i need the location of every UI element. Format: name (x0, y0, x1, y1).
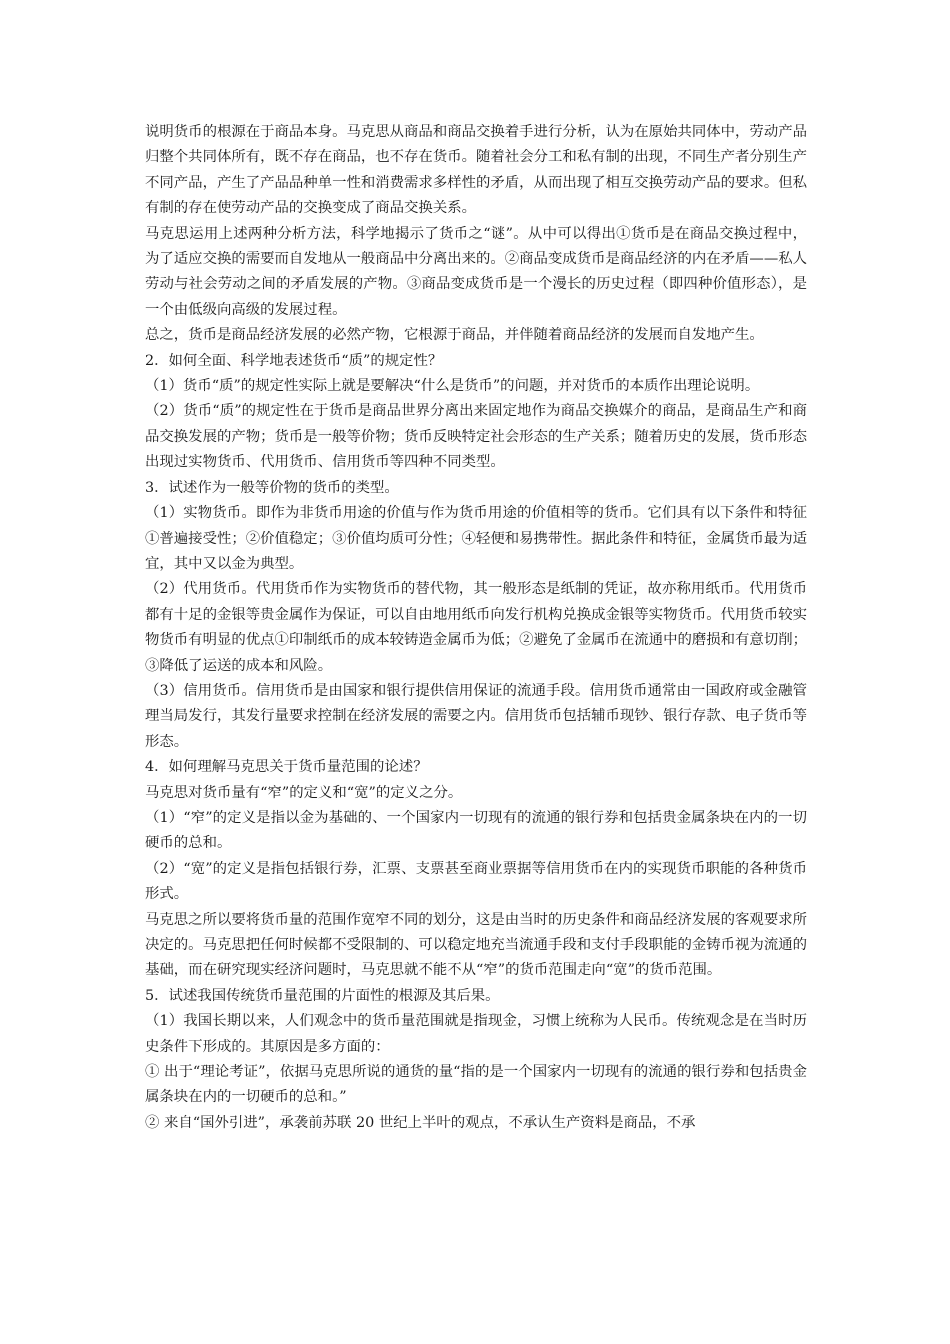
paragraph-marx-analysis: 马克思运用上述两种分析方法，科学地揭示了货币之“谜”。从中可以得出①货币是在商品交换过程中，为了适应交换的需要而自发地从一般商品中分离出来的。②商品变成货币是商品经济的内在矛盾——私人劳动与社会劳动之间的矛盾发展的产物。③商品变成货币是一个漫长的历史过程（即四种价值形态），是一个由低级向高级的发展过程。 (145, 225, 807, 318)
question-4-heading: 4．如何理解马克思关于货币量范围的论述？ (145, 759, 428, 776)
answer-3-point-2: （2）代用货币。代用货币作为实物货币的替代物，其一般形态是纸制的凭证，故亦称用纸币。代用货币都有十足的金银等贵金属作为保证，可以自由地用纸币向发行机构兑换成金银等实物货币。代用货币较实物货币有明显的优点①印制纸币的成本较铸造金属币为低；②避免了金属币在流通中的磨损和有意切削；③降低了运送的成本和风险。 (145, 581, 807, 674)
answer-3-point-3: （3）信用货币。信用货币是由国家和银行提供信用保证的流通手段。信用货币通常由一国政府或金融管理当局发行，其发行量要求控制在经济发展的需要之内。信用货币包括辅币现钞、银行存款、电子货币等形态。 (145, 682, 807, 750)
question-5-heading: 5．试述我国传统货币量范围的片面性的根源及其后果。 (145, 987, 500, 1004)
answer-2-point-2: （2）货币“质”的规定性在于货币是商品世界分离出来固定地作为商品交换媒介的商品，是商品生产和商品交换发展的产物；货币是一般等价物；货币反映特定社会形态的生产关系；随着历史的发展，货币形态出现过实物货币、代用货币、信用货币等四种不同类型。 (145, 403, 807, 471)
paragraph-money-origin: 说明货币的根源在于商品本身。马克思从商品和商品交换着手进行分析，认为在原始共同体中，劳动产品归整个共同体所有，既不存在商品，也不存在货币。随着社会分工和私有制的出现，不同生产者分别生产不同产品，产生了产品品种单一性和消费需求多样性的矛盾，从而出现了相互交换劳动产品的要求。但私有制的存在使劳动产品的交换变成了商品交换关系。 (145, 124, 807, 217)
answer-4-intro: 马克思对货币量有“窄”的定义和“宽”的定义之分。 (145, 784, 463, 801)
question-2-heading: 2．如何全面、科学地表述货币“质”的规定性？ (145, 352, 443, 369)
answer-4-explanation: 马克思之所以要将货币量的范围作宽窄不同的划分，这是由当时的历史条件和商品经济发展的客观要求所决定的。马克思把任何时候都不受限制的、可以稳定地充当流通手段和支付手段职能的金铸币视为流通的基础，而在研究现实经济问题时，马克思就不能不从“窄”的货币范围走向“宽”的货币范围。 (145, 911, 807, 979)
paragraph-conclusion: 总之，货币是商品经济发展的必然产物，它根源于商品，并伴随着商品经济的发展而自发地产生。 (145, 327, 764, 344)
answer-4-point-2: （2）“宽”的定义是指包括银行券，汇票、支票甚至商业票据等信用货币在内的实现货币职能的各种货币形式。 (145, 860, 807, 903)
answer-4-point-1: （1）“窄”的定义是指以金为基础的、一个国家内一切现有的流通的银行券和包括贵金属条块在内的一切硬币的总和。 (145, 809, 807, 852)
answer-5-reason-2: ② 来自“国外引进”，承袭前苏联 20 世纪上半叶的观点，不承认生产资料是商品，不承 (145, 1114, 696, 1131)
answer-2-point-1: （1）货币“质”的规定性实际上就是要解决“什么是货币”的问题，并对货币的本质作出理论说明。 (145, 378, 760, 395)
answer-5-reason-1: ① 出于“理论考证”，依据马克思所说的通货的量“指的是一个国家内一切现有的流通的银行券和包括贵金属条块在内的一切硬币的总和。” (145, 1064, 807, 1106)
answer-5-point-1: （1）我国长期以来，人们观念中的货币量范围就是指现金，习惯上统称为人民币。传统观念是在当时历史条件下形成的。其原因是多方面的： (145, 1013, 807, 1055)
document-page (145, 120, 807, 1136)
answer-3-point-1: （1）实物货币。即作为非货币用途的价值与作为货币用途的价值相等的货币。它们具有以下条件和特征①普遍接受性；②价值稳定；③价值均质可分性；④轻便和易携带性。据此条件和特征，金属货币最为适宜，其中又以金为典型。 (145, 505, 807, 572)
question-3-heading: 3．试述作为一般等价物的货币的类型。 (145, 479, 399, 496)
